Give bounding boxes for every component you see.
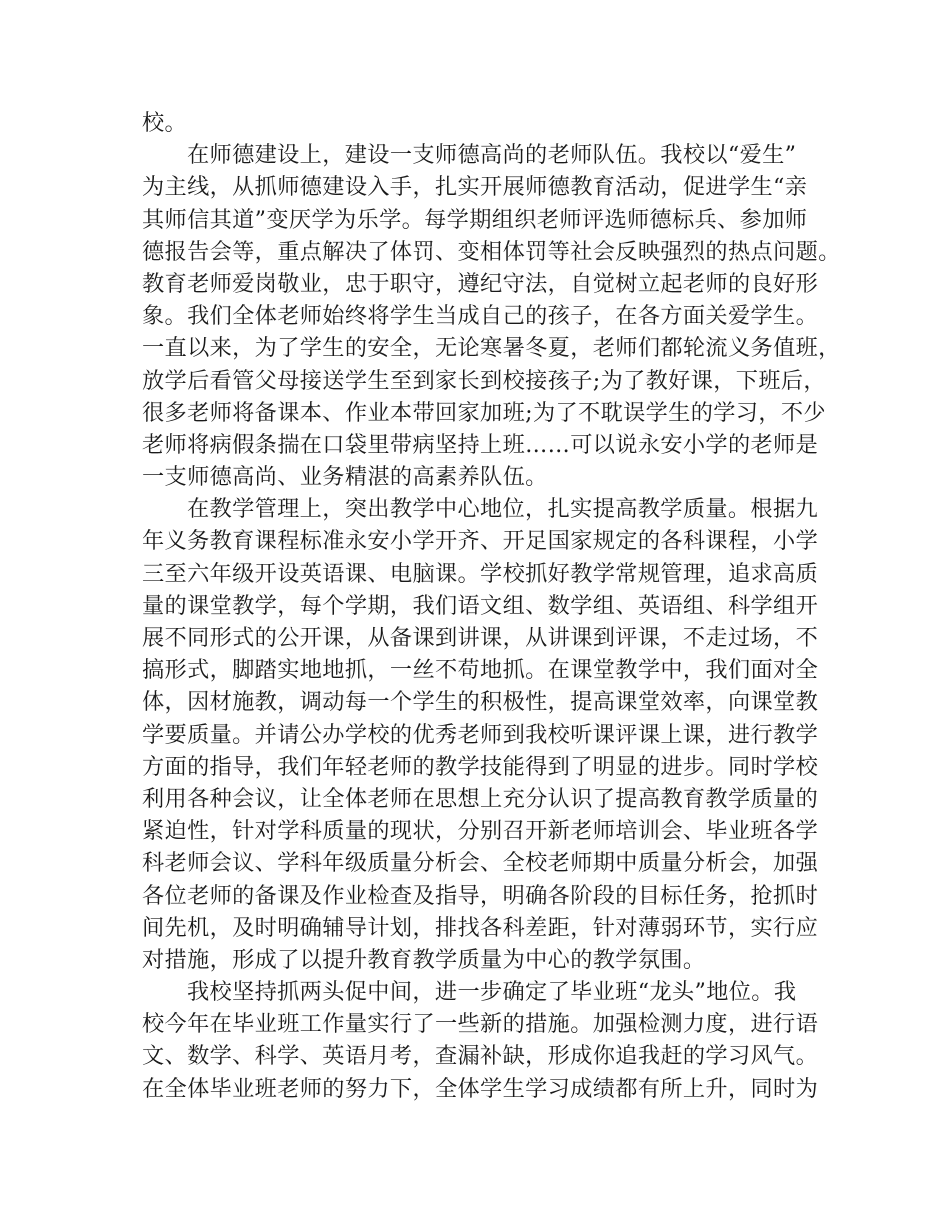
text-line: 间先机，及时明确辅导计划，排找各科差距，针对薄弱环节，实行应	[142, 914, 819, 941]
text-line: 校今年在毕业班工作量实行了一些新的措施。加强检测力度，进行语	[142, 1011, 819, 1038]
text-line: 量的课堂教学，每个学期，我们语文组、数学组、英语组、科学组开	[142, 592, 819, 619]
text-line: 老师将病假条揣在口袋里带病坚持上班……可以说永安小学的老师是	[142, 431, 819, 458]
text-line: 很多老师将备课本、作业本带回家加班;为了不耽误学生的学习，不少	[142, 399, 826, 426]
text-line: 各位老师的备课及作业检查及指导，明确各阶段的目标任务，抢抓时	[142, 882, 819, 909]
text-line: 三至六年级开设英语课、电脑课。学校抓好教学常规管理，追求高质	[142, 560, 819, 587]
text-line: 展不同形式的公开课，从备课到讲课，从讲课到评课，不走过场，不	[142, 625, 819, 651]
text-line: 放学后看管父母接送学生至到家长到校接孩子;为了教好课，下班后，	[142, 367, 826, 394]
text-line: 为主线，从抓师德建设入手，扎实开展师德教育活动，促进学生“亲	[142, 174, 808, 201]
text-line: 利用各种会议，让全体老师在思想上充分认识了提高教育教学质量的	[142, 785, 819, 812]
text-line: 我校坚持抓两头促中间，进一步确定了毕业班“龙头”地位。我	[187, 979, 797, 1006]
text-line: 体，因材施教，调动每一个学生的积极性，提高课堂效率，向课堂教	[142, 689, 819, 716]
text-line: 方面的指导，我们年轻老师的教学技能得到了明显的进步。同时学校	[142, 753, 819, 780]
text-line: 在教学管理上，突出教学中心地位，扎实提高教学质量。根据九	[187, 496, 819, 523]
text-line: 文、数学、科学、英语月考，查漏补缺，形成你追我赶的学习风气。	[142, 1043, 819, 1070]
text-line: 搞形式，脚踏实地地抓，一丝不苟地抓。在课堂教学中，我们面对全	[142, 657, 819, 684]
text-line: 对措施，形成了以提升教育教学质量为中心的教学氛围。	[142, 946, 706, 973]
text-line: 教育老师爱岗敬业，忠于职守，遵纪守法，自觉树立起老师的良好形	[142, 270, 819, 297]
text-line: 德报告会等，重点解决了体罚、变相体罚等社会反映强烈的热点问题。	[142, 238, 841, 265]
text-line: 在师德建设上，建设一支师德高尚的老师队伍。我校以“爱生”	[187, 142, 797, 169]
text-line: 年义务教育课程标准永安小学开齐、开足国家规定的各科课程，小学	[142, 528, 819, 555]
document-body	[142, 107, 841, 1105]
text-line: 其师信其道”变厌学为乐学。每学期组织老师评选师德标兵、参加师	[142, 206, 808, 233]
text-line: 校。	[142, 110, 188, 136]
text-line: 一支师德高尚、业务精湛的高素养队伍。	[142, 464, 548, 491]
text-line: 一直以来，为了学生的安全，无论寒暑冬夏，老师们都轮流义务值班，	[142, 335, 841, 362]
text-line: 科老师会议、学科年级质量分析会、全校老师期中质量分析会，加强	[142, 850, 819, 877]
text-line: 学要质量。并请公办学校的优秀老师到我校听课评课上课，进行教学	[142, 721, 819, 748]
text-line: 象。我们全体老师始终将学生当成自己的孩子，在各方面关爱学生。	[142, 303, 819, 330]
text-line: 紧迫性，针对学科质量的现状，分别召开新老师培训会、毕业班各学	[142, 818, 819, 845]
text-line: 在全体毕业班老师的努力下，全体学生学习成绩都有所上升，同时为	[142, 1075, 819, 1102]
